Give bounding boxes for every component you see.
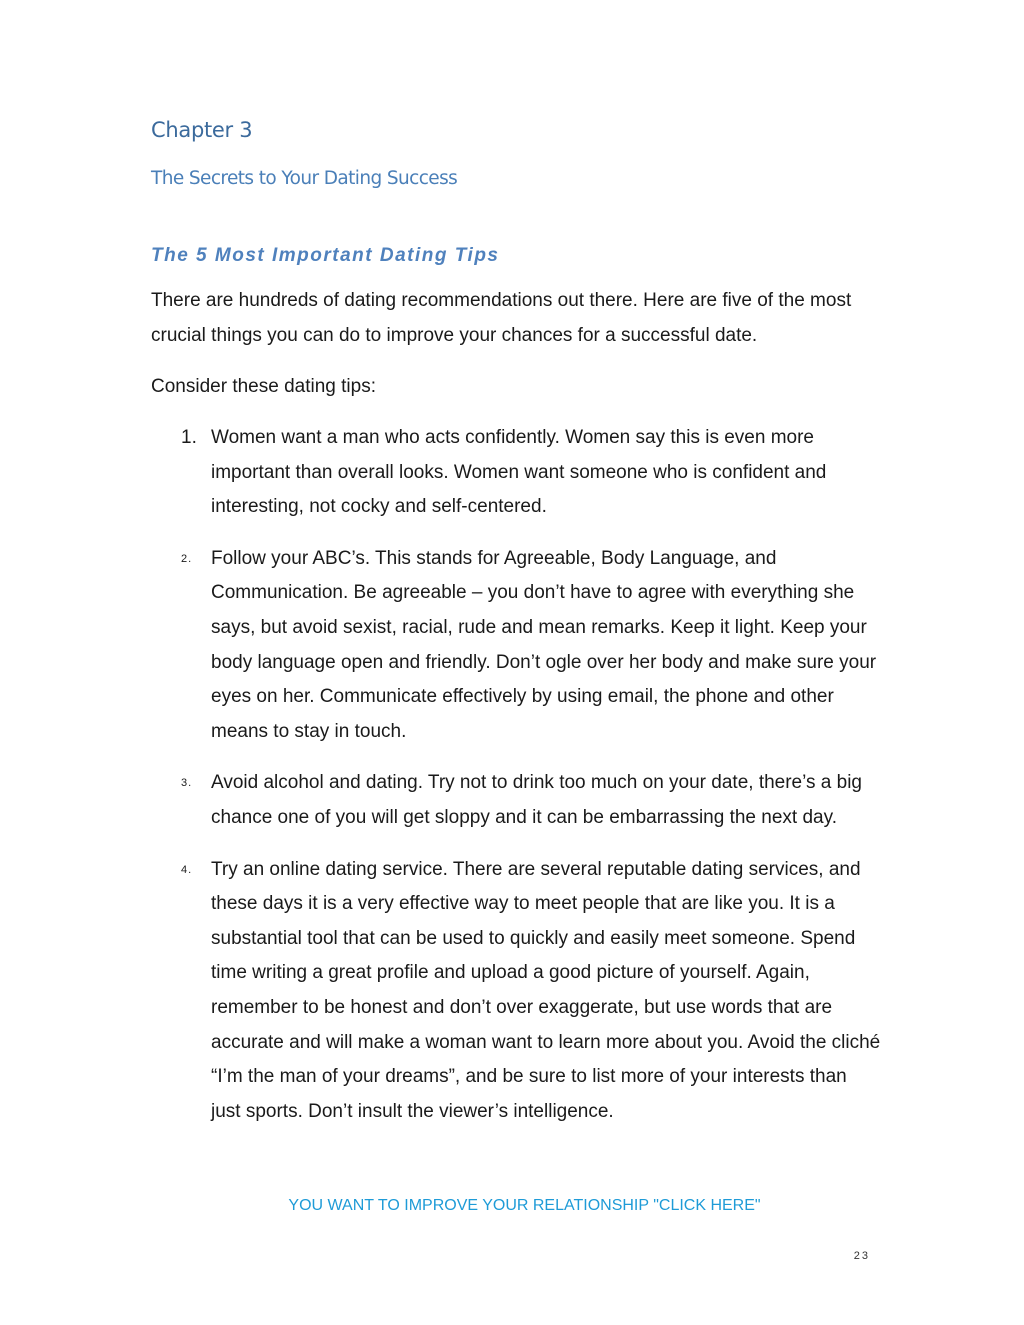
- tips-list: [151, 421, 881, 1146]
- intro-paragraph: There are hundreds of dating recommendations out there. Here are five of the most crucial things you can do to improve your chances for a successful date.: [151, 290, 852, 346]
- list-item: [151, 766, 881, 835]
- list-item: [151, 853, 881, 1130]
- list-item-text: Women want a man who acts confidently. Women say this is even more important than overall looks. Women want someone who is confident and interesting, not cocky and self-centered.: [211, 427, 827, 518]
- list-item-text: Avoid alcohol and dating. Try not to drink too much on your date, there’s a big chance one of you will get sloppy and it can be embarrassing the next day.: [211, 772, 862, 828]
- list-item-text: Try an online dating service. There are several reputable dating services, and these days it is a very effective way to meet people that are like you. It is a substantial tool that can be used to quickly and easily meet someone. Spend time writing a great profile and upload a good picture of yourself. Again, remember to be honest and don’t over exaggerate, but use words that are accurate and will make a woman want to learn more about you. Avoid the cliché “I’m the man of your dreams”, and be sure to list more of your interests than just sports. Don’t insult the viewer’s intelligence.: [211, 858, 881, 1122]
- list-item-number: 1.: [181, 427, 197, 448]
- list-item-number: 3.: [181, 777, 193, 790]
- cta-link[interactable]: YOU WANT TO IMPROVE YOUR RELATIONSHIP "CLICK HERE": [288, 1197, 761, 1214]
- lead-in-paragraph: Consider these dating tips:: [151, 376, 376, 397]
- list-item: [151, 421, 881, 525]
- page-number: 23: [853, 1250, 870, 1262]
- list-item-number: 2.: [181, 552, 193, 565]
- list-item: [151, 542, 881, 750]
- section-title: The 5 Most Important Dating Tips: [151, 245, 500, 266]
- list-item-number: 4.: [181, 863, 193, 876]
- chapter-heading: Chapter 3: [151, 118, 253, 142]
- list-item-text: Follow your ABC’s. This stands for Agreeable, Body Language, and Communication. Be agreeable – you don’t have to agree with everything she says, but avoid sexist, racial, rude and mean remarks. Keep it light. Keep your body language open and friendly. Don’t ogle over her body and make sure your eyes on her. Communicate effectively by using email, the phone and other means to stay in touch.: [211, 547, 877, 742]
- chapter-subtitle: The Secrets to Your Dating Success: [151, 168, 458, 189]
